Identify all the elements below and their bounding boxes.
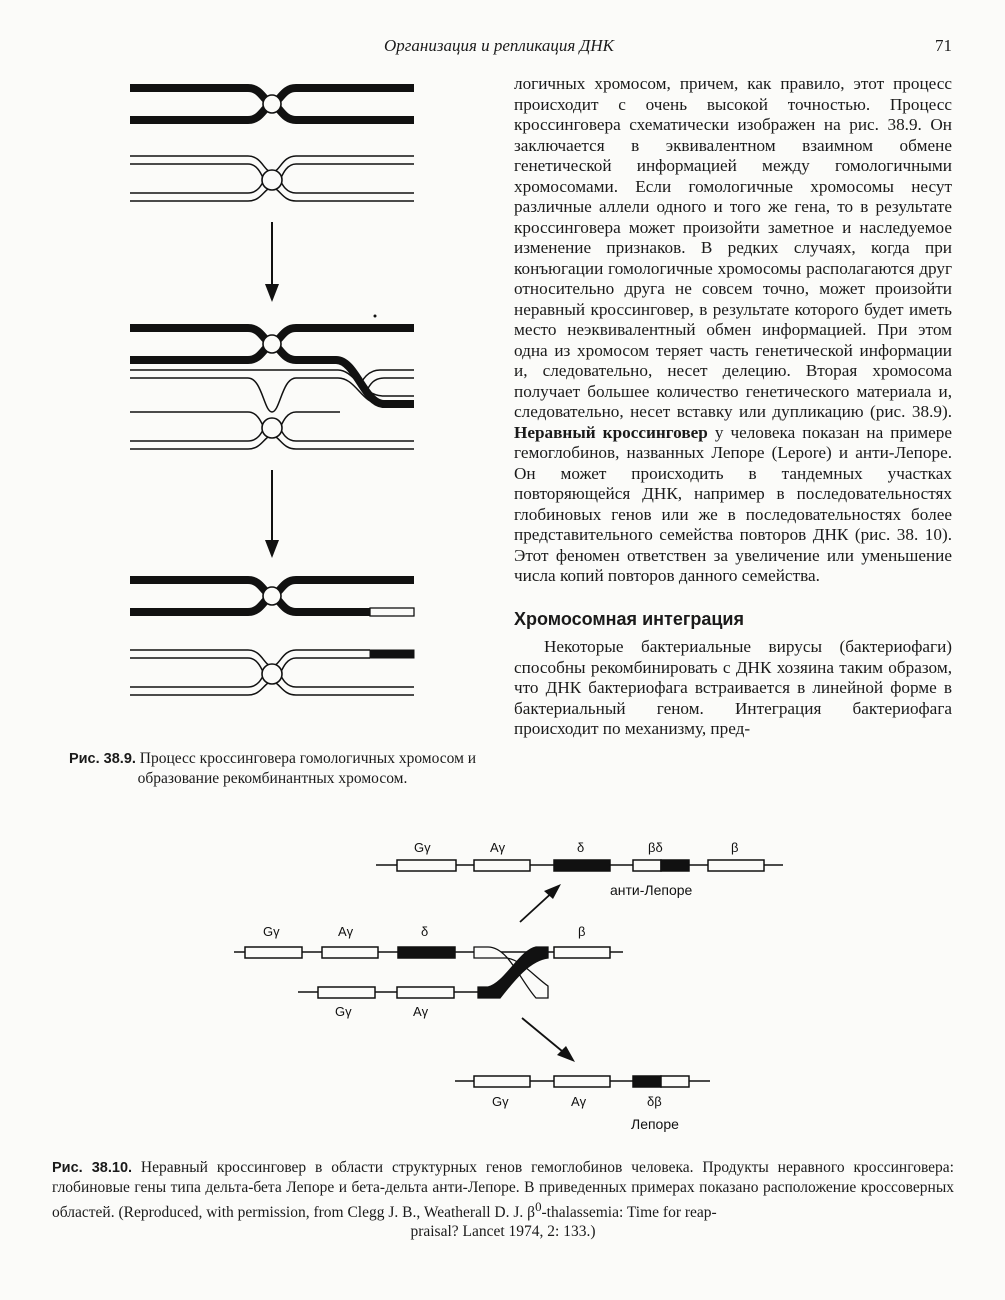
- gene-delta-beta-bottom: [633, 1076, 661, 1087]
- caption-label: Рис. 38.9.: [68, 751, 136, 767]
- gene-a-gamma-mid1: [322, 947, 378, 958]
- label-anti-lepore: анти-Лепоре: [610, 882, 693, 898]
- centromere-5: [263, 587, 281, 605]
- caption-label: Рис. 38.10.: [52, 1160, 133, 1176]
- figure-38-9: [0, 0, 500, 745]
- term-unequal-crossover: Неравный кроссинговер: [514, 422, 708, 442]
- label-g-gamma-top: Gγ: [414, 840, 431, 855]
- label-beta-delta-top: βδ: [648, 840, 663, 855]
- label-beta-top: β: [731, 840, 739, 855]
- insertion-segment: [370, 650, 414, 658]
- label-delta-beta-bottom: δβ: [647, 1094, 662, 1109]
- arrow-to-lepore: [522, 1018, 568, 1056]
- caption-38-9: Рис. 38.9. Процесс кроссинговера гомологичных хромосом и образование рекомбинантных хромосом.: [68, 750, 477, 787]
- page-number: 71: [935, 36, 952, 55]
- centromere-2: [262, 170, 282, 190]
- caption-38-10: Рис. 38.10. Неравный кроссинговер в области структурных генов гемоглобинов человека. Продукты неравного кроссинговера: глобиновые гены типа дельта-бета Лепоре и бета-дельта анти-Лепоре. В приведенных примерах показано расположение кроссоверных областей. (Reproduced, with permission, from Clegg J. B., Weatherall D. J. $\beta^0$-thalassemia: Time for reap- praisal? Lancet 1974, 2: 133.): [52, 1159, 954, 1241]
- gene-g-gamma-top: [397, 860, 456, 871]
- centromere-6: [262, 664, 282, 684]
- gene-a-gamma-bottom: [554, 1076, 610, 1087]
- gene-beta-top: [708, 860, 764, 871]
- label-a-gamma-mid2: Aγ: [413, 1004, 429, 1019]
- label-lepore: Лепоре: [631, 1116, 679, 1132]
- deletion-segment: [370, 608, 414, 616]
- gene-g-gamma-bottom: [474, 1076, 530, 1087]
- gene-a-gamma-top: [474, 860, 530, 871]
- paragraph-2: Некоторые бактериальные вирусы (бактериофаги) способны рекомбинировать с ДНК хозяина таким образом, что ДНК бактериофага встраивается в линейной форме в бактериальный геном. Интеграция бактериофага происходит по механизму, пред-: [514, 637, 952, 738]
- label-g-gamma-mid2: Gγ: [335, 1004, 352, 1019]
- centromere-4: [262, 418, 282, 438]
- label-a-gamma-bottom: Aγ: [571, 1094, 587, 1109]
- centromere-1: [263, 95, 281, 113]
- label-delta-mid1: δ: [421, 924, 429, 939]
- gene-a-gamma-mid2: [397, 987, 454, 998]
- label-a-gamma-mid1: Aγ: [338, 924, 354, 939]
- label-delta-top: δ: [577, 840, 585, 855]
- label-a-gamma-top: Aγ: [490, 840, 506, 855]
- gene-g-gamma-mid1: [245, 947, 302, 958]
- chromatid-dark-2b: [130, 345, 414, 404]
- running-title: Организация и репликация ДНК: [384, 36, 614, 55]
- section-heading: Хромосомная интеграция: [514, 608, 744, 629]
- paragraph-1: логичных хромосом, причем, как правило, этот процесс происходит с очень высокой точностью. Процесс кроссинговера схематически изображен на рис. 38.9. Он заключается в эквивалентном взаимном обмене генетической информацией между гомологичными хромосомами. Если гомологичные хромосомы несут различные аллели одного и того же гена, то в результате кроссинговера может произойти заметное и наследуемое изменение признаков. В редких случаях, когда при конъюгации гомологичные хромосомы располагаются друг относительно друга не совсем точно, может произойти неравный кроссинговер, в результате которого будет иметь место неэквивалентный обмен информацией. При этом одна из хромосом теряет часть генетической информации и, следовательно, несет делецию. Вторая хромосома получает большее количество генетического материала и, следовательно, несет вставку или дупликацию (рис. 38.9). Неравный кроссинговер у человека показан на примере гемоглобинов, названных Лепоре (Lepore) и анти-Лепоре. Он может происходить в тандемных участках повторяющейся ДНК, например в последовательностях глобиновых генов или же в последовательностях более представительного семейства повторов ДНК (рис. 38. 10). Этот феномен ответствен за увеличение или уменьшение числа копий повторов данного семейства.: [514, 74, 952, 585]
- gene-g-gamma-mid2: [318, 987, 375, 998]
- centromere-3: [263, 335, 281, 353]
- chromatid-dark-3b: [130, 597, 370, 612]
- label-g-gamma-bottom: Gγ: [492, 1094, 509, 1109]
- label-beta-mid1: β: [578, 924, 586, 939]
- gene-beta-mid1: [554, 947, 610, 958]
- figure-38-10: [0, 820, 1005, 1150]
- gene-delta-top: [554, 860, 610, 871]
- gene-beta-delta-top: [661, 860, 689, 871]
- label-g-gamma-mid1: Gγ: [263, 924, 280, 939]
- body-text-column: [514, 74, 952, 740]
- gene-delta-mid1: [398, 947, 455, 958]
